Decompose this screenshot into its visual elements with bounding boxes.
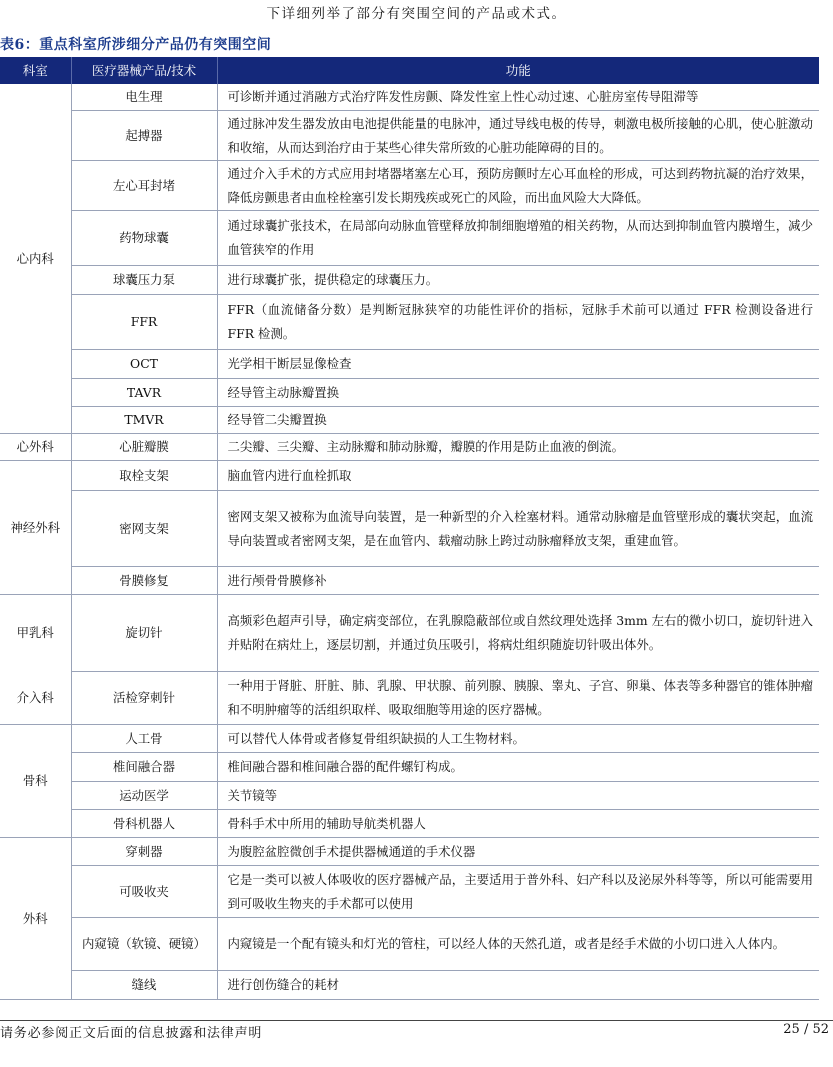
table-row: [0, 838, 819, 866]
product-cell: 缝线: [71, 971, 217, 1000]
page-number: 25 / 52: [783, 1022, 829, 1037]
function-cell: 通过介入手术的方式应用封堵器堵塞左心耳，预防房颤时左心耳血栓的形成，可达到药物抗凝的治疗效果，降低房颤患者由血栓栓塞引发长期残疾或死亡的风险，而出血风险大大降低。: [217, 161, 819, 211]
table-title: 表6：重点科室所涉细分产品仍有突围空间: [0, 37, 272, 53]
function-cell: 进行球囊扩张，提供稳定的球囊压力。: [217, 266, 819, 295]
function-cell: 可以替代人体骨或者修复骨组织缺损的人工生物材料。: [217, 725, 819, 753]
product-cell: 骨膜修复: [71, 567, 217, 595]
department-cell: 心外科: [0, 434, 71, 461]
product-cell: OCT: [71, 350, 217, 379]
product-cell: 运动医学: [71, 782, 217, 810]
function-cell: 通过脉冲发生器发放由电池提供能量的电脉冲，通过导线电极的传导，刺激电极所接触的心肌，使心脏激动和收缩，从而达到治疗由于某些心律失常所致的心脏功能障碍的目的。: [217, 111, 819, 161]
function-cell: 二尖瓣、三尖瓣、主动脉瓣和肺动脉瓣，瓣膜的作用是防止血液的倒流。: [217, 434, 819, 461]
function-cell: 密网支架又被称为血流导向装置，是一种新型的介入栓塞材料。通常动脉瘤是血管壁形成的囊状突起，血流导向装置或者密网支架，是在血管内、载瘤动脉上跨过动脉瘤释放支架，重建血管。: [217, 491, 819, 567]
function-cell: 一种用于肾脏、肝脏、肺、乳腺、甲状腺、前列腺、胰腺、睾丸、子宫、卵巢、体表等多种器官的锥体肿瘤和不明肿瘤等的活组织取样、吸取细胞等用途的医疗器械。: [217, 672, 819, 725]
function-cell: 进行创伤缝合的耗材: [217, 971, 819, 1000]
table-row: [0, 971, 819, 1000]
product-cell: TAVR: [71, 379, 217, 407]
table-row: [0, 866, 819, 918]
product-cell: FFR: [71, 295, 217, 350]
footer-divider: [0, 1020, 833, 1021]
function-cell: 经导管二尖瓣置换: [217, 407, 819, 434]
department-cell: 骨科: [0, 725, 71, 838]
function-cell: 它是一类可以被人体吸收的医疗器械产品，主要适用于普外科、妇产科以及泌尿外科等等，所以可能需要用到可吸收生物夹的手术都可以使用: [217, 866, 819, 918]
table-row: [0, 672, 819, 725]
function-cell: 关节镜等: [217, 782, 819, 810]
product-cell: 人工骨: [71, 725, 217, 753]
product-cell: 球囊压力泵: [71, 266, 217, 295]
product-cell: 活检穿刺针: [71, 672, 217, 725]
function-cell: 光学相干断层显像检查: [217, 350, 819, 379]
product-cell: 穿刺器: [71, 838, 217, 866]
table-row: [0, 595, 819, 672]
department-cell: 甲乳科: [0, 595, 71, 672]
table-row: [0, 111, 819, 161]
product-cell: 旋切针: [71, 595, 217, 672]
table-row: [0, 266, 819, 295]
footer-disclaimer: 请务必参阅正文后面的信息披露和法律声明: [0, 1026, 263, 1041]
product-cell: 骨科机器人: [71, 810, 217, 838]
table-row: [0, 725, 819, 753]
table-row: [0, 782, 819, 810]
header-department: 科室: [0, 57, 71, 84]
product-cell: TMVR: [71, 407, 217, 434]
table-row: [0, 379, 819, 407]
function-cell: 通过球囊扩张技术，在局部向动脉血管壁释放抑制细胞增殖的相关药物，从而达到抑制血管内膜增生，减少血管狭窄的作用: [217, 211, 819, 266]
table-row: [0, 918, 819, 971]
table-row: [0, 350, 819, 379]
function-cell: 可诊断并通过消融方式治疗阵发性房颤、降发性室上性心动过速、心脏房室传导阻滞等: [217, 84, 819, 111]
table-row: [0, 461, 819, 491]
department-cell: 神经外科: [0, 461, 71, 595]
intro-text: 下详细列举了部分有突围空间的产品或术式。: [266, 6, 567, 22]
department-cell: 外科: [0, 838, 71, 1000]
product-cell: 取栓支架: [71, 461, 217, 491]
product-cell: 药物球囊: [71, 211, 217, 266]
function-cell: 高频彩色超声引导，确定病变部位，在乳腺隐蔽部位或自然纹理处选择 3mm 左右的微小切口，旋切针进入并贴附在病灶上，逐层切割，并通过负压吸引，将病灶组织随旋切针吸出体外。: [217, 595, 819, 672]
function-cell: 骨科手术中所用的辅助导航类机器人: [217, 810, 819, 838]
function-cell: 内窥镜是一个配有镜头和灯光的管柱，可以经人体的天然孔道，或者是经手术做的小切口进入人体内。: [217, 918, 819, 971]
function-cell: FFR（血流储备分数）是判断冠脉狭窄的功能性评价的指标，冠脉手术前可以通过 FFR 检测设备进行 FFR 检测。: [217, 295, 819, 350]
product-cell: 起搏器: [71, 111, 217, 161]
product-table: [0, 57, 819, 1000]
table-row: [0, 753, 819, 782]
table-row: [0, 810, 819, 838]
header-function: 功能: [217, 57, 819, 84]
table-row: [0, 491, 819, 567]
table-header-row: [0, 57, 819, 84]
product-cell: 椎间融合器: [71, 753, 217, 782]
department-cell: 介入科: [0, 672, 71, 725]
product-cell: 电生理: [71, 84, 217, 111]
product-cell: 内窥镜（软镜、硬镜）: [71, 918, 217, 971]
table-row: [0, 161, 819, 211]
product-cell: 密网支架: [71, 491, 217, 567]
function-cell: 经导管主动脉瓣置换: [217, 379, 819, 407]
table-row: [0, 434, 819, 461]
product-cell: 可吸收夹: [71, 866, 217, 918]
function-cell: 脑血管内进行血栓抓取: [217, 461, 819, 491]
department-cell: 心内科: [0, 84, 71, 434]
product-cell: 左心耳封堵: [71, 161, 217, 211]
header-product: 医疗器械产品/技术: [71, 57, 217, 84]
product-cell: 心脏瓣膜: [71, 434, 217, 461]
function-cell: 进行颅骨骨膜修补: [217, 567, 819, 595]
table-row: [0, 211, 819, 266]
table-row: [0, 567, 819, 595]
table-row: [0, 295, 819, 350]
table-row: [0, 407, 819, 434]
table-row: [0, 84, 819, 111]
function-cell: 为腹腔盆腔微创手术提供器械通道的手术仪器: [217, 838, 819, 866]
function-cell: 椎间融合器和椎间融合器的配件螺钉构成。: [217, 753, 819, 782]
